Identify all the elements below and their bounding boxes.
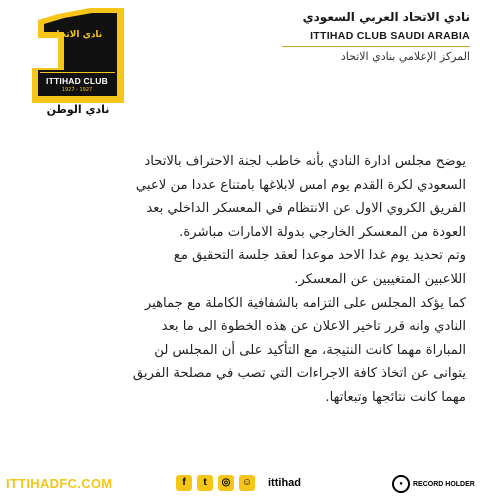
statement-body	[28, 150, 466, 410]
club-logo	[28, 8, 128, 103]
statement-line: يتوانى عن اتخاذ كافة الاجراءات التي تصب في مصلحة الفريق	[132, 366, 466, 382]
logo-years: 1927 - 1927	[61, 87, 93, 93]
record-icon: ●	[392, 475, 410, 493]
statement-line: العودة من المعسكر الخارجي بدولة الامارات مباشرة.	[179, 224, 466, 240]
website-link[interactable]: ITTIHADFC.COM	[6, 476, 113, 491]
instagram-icon[interactable]: ◎	[218, 475, 234, 491]
facebook-icon[interactable]: f	[176, 475, 192, 491]
statement-line: اللاعبين المتغيبين عن المعسكر.	[294, 271, 466, 287]
twitter-icon[interactable]: t	[197, 475, 213, 491]
header-title-english: ITTIHAD CLUB SAUDI ARABIA	[310, 30, 470, 42]
statement-line: المباراة مهما كانت النتيجة، مع التأكيد على أن المجلس لن	[154, 342, 466, 358]
footer-bar	[0, 470, 500, 500]
record-holder-label: RECORD HOLDER	[413, 480, 475, 488]
club-slogan: نادي الوطن	[46, 103, 110, 116]
statement-line: الفريق الكروي الاول عن الانتظام في المعسكر الداخلي بعد	[146, 201, 466, 217]
statement-line: مهما كانت نتائجها وتبعاتها.	[325, 389, 466, 405]
header-divider	[282, 46, 470, 47]
statement-line: وتم تحديد يوم غدا الاحد موعدا لعقد جلسة التحقيق مع	[173, 248, 466, 264]
social-handle: ittihad	[268, 477, 301, 489]
statement-line: السعودي لكرة القدم يوم امس لابلاغها بامتناع عددا من لاعبي	[135, 177, 466, 193]
snapchat-icon[interactable]: ☺	[239, 475, 255, 491]
header-title-arabic: نادي الاتحاد العربي السعودي	[302, 10, 470, 24]
social-icons	[176, 475, 255, 493]
record-holder-badge	[392, 473, 492, 495]
statement-line: يوضح مجلس ادارة النادي بأنه خاطب لجنة الاحتراف بالاتحاد	[144, 154, 466, 169]
logo-arabic-name: نادي الاتحاد	[51, 30, 103, 40]
statement-line: كما يؤكد المجلس على التزامه بالشفافية الكاملة مع جماهير	[144, 295, 466, 311]
statement-line: النادي وانه قرر تاخير الاعلان عن هذه الخطوة الى ما بعد	[161, 319, 466, 335]
logo-club-name: ITTIHAD CLUB	[46, 76, 108, 86]
media-center-label: المركز الإعلامي بنادي الاتحاد	[340, 50, 470, 63]
